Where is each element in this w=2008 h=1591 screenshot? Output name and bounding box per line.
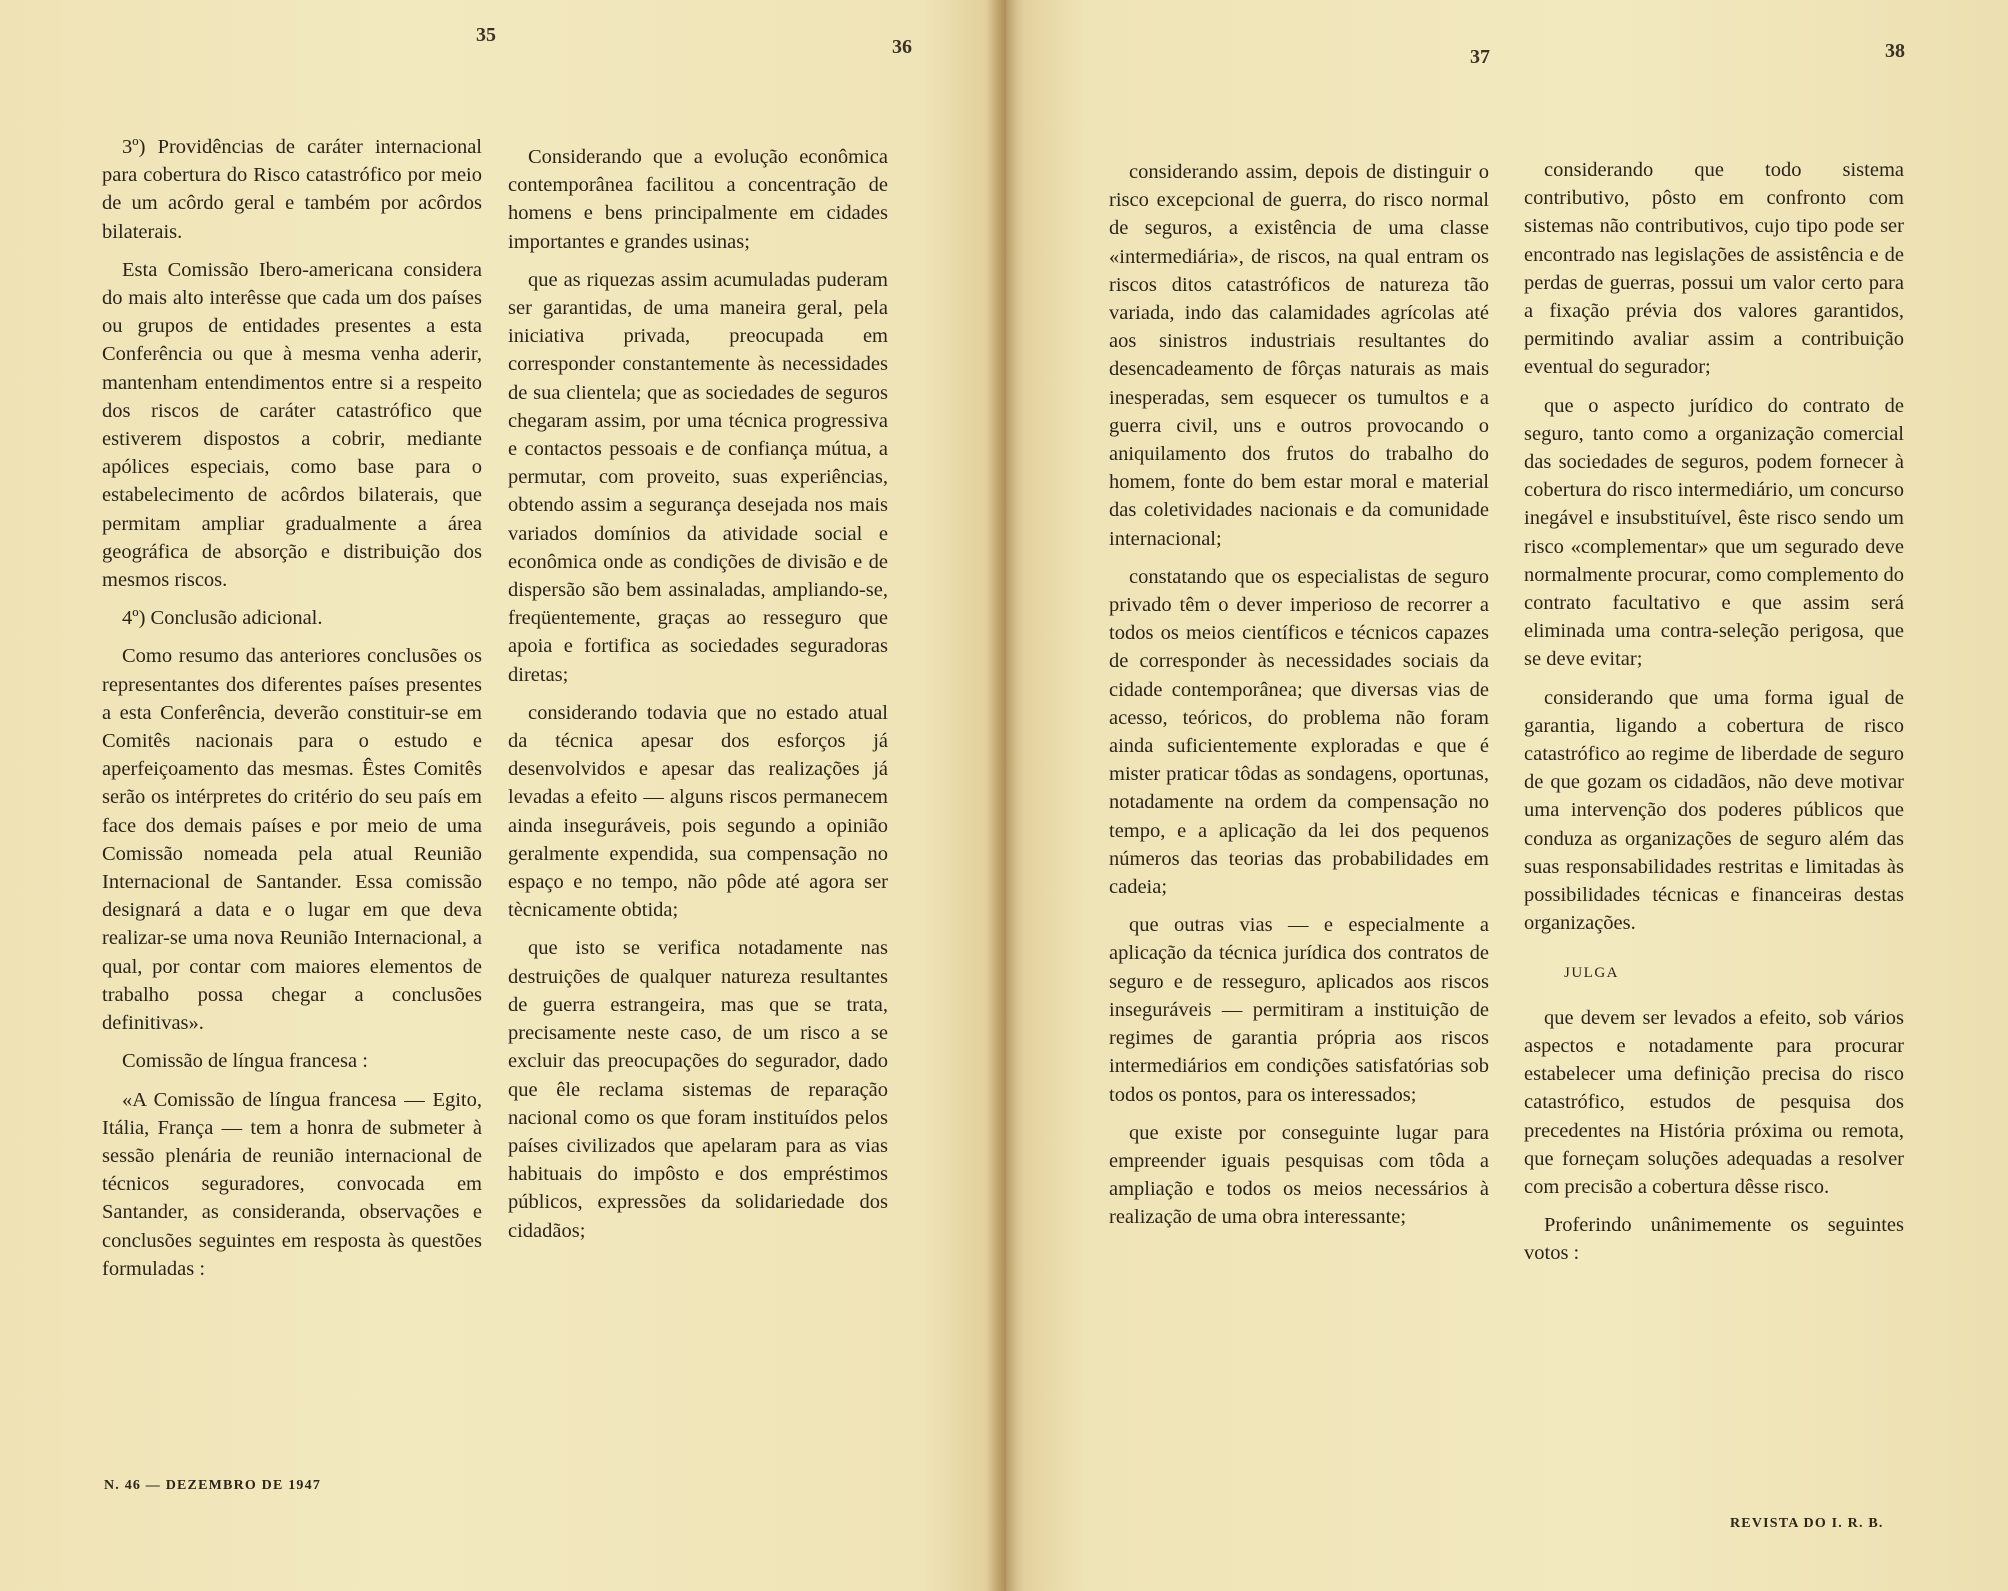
paragraph: 3º) Providências de caráter internacional para cobertura do Risco catastrófico por meio de um acôrdo geral e também por acôrdos bilaterais. [102, 136, 482, 243]
page-gutter [985, 0, 1025, 1591]
page-number-36: 36 [892, 36, 912, 58]
paragraph: considerando que uma forma igual de garantia, ligando a cobertura de risco catastrófico ao regime de liberdade de seguro de que gozam os cidadãos, não deve motivar uma intervenção dos poderes públicos que conduza as organizações de seguro além das suas responsabilidades restritas e limitadas às possibilidades técnicas e financeiras destas organizações. [1524, 686, 1904, 935]
page-number-38: 38 [1885, 40, 1905, 62]
paragraph: que devem ser levados a efeito, sob vários aspectos e notadamente para procurar estabelecer uma definição precisa do risco catastrófico, estudos de pesquisa dos precedentes na História próxima ou remota, que forneçam soluções adequadas a resolver com precisão a cobertura dêsse risco. [1524, 1006, 1904, 1198]
text-column-4 [1524, 156, 1904, 1278]
paragraph: considerando que todo sistema contributivo, pôsto em confronto com sistemas não contributivos, cujo tipo pode ser encontrado nas legislações de assistência e de perdas de guerras, possui um valor certo para a fixação prévia dos valores garantidos, permitindo avaliar assim a contribuição eventual do segurador; [1524, 159, 1904, 379]
page-number-35: 35 [476, 24, 496, 46]
paragraph: considerando todavia que no estado atual da técnica apesar dos esforços já desenvolvidos e apesar das realizações já levadas a efeito — alguns riscos permanecem ainda inseguráveis, pois segundo a opinião geralmente expendida, sua compensação no espaço e no tempo, não pôde até agora ser tècnicamente obtida; [508, 701, 888, 922]
paragraph: Esta Comissão Ibero-americana considera do mais alto interêsse que cada um dos países ou grupos de entidades presentes a esta Conferência ou que à mesma venha aderir, mantenham entendimentos entre si a respeito dos riscos de caráter catastrófico que estiverem dispostos a cobrir, mediante apólices especiais, como base para o estabelecimento de acôrdos bilaterais, que permitam ampliar gradualmente a área geográfica de absorção e distribuição dos mesmos riscos. [102, 258, 482, 592]
paragraph: Considerando que a evolução econômica contemporânea facilitou a concentração de homens e bens principalmente em cidades importantes e grandes usinas; [508, 146, 888, 253]
paragraph: que as riquezas assim acumuladas puderam ser garantidas, de uma maneira geral, pela iniciativa privada, preocupada em corresponder constantemente às necessidades de sua clientela; que as sociedades de seguros chegaram assim, por uma técnica progressiva e contactos pessoais e de confiança mútua, a permutar, com proveito, suas experiências, obtendo assim a segurança desejada nos mais variados domínios da atividade social e econômica onde as condições de divisão e de dispersão são bem assinaladas, ampliando-se, freqüentemente, graças ao resseguro que apoia e fortifica as sociedades seguradoras diretas; [508, 268, 888, 686]
footer-issue-date: N. 46 — DEZEMBRO DE 1947 [104, 1478, 322, 1493]
paragraph: que o aspecto jurídico do contrato de seguro, tanto como a organização comercial das sociedades de seguros, podem fornecer à cobertura do risco intermediário, um concurso inegável e insubstituível, êste risco sendo um risco «complementar» que um segurado deve normalmente procurar, como complemento do contrato facultativo e que assim será eliminada uma contra-seleção perigosa, que se deve evitar; [1524, 394, 1905, 671]
paragraph: Como resumo das anteriores conclusões os representantes dos diferentes países presentes a esta Conferência, deverão constituir-se em Comitês nacionais para o estudo e aperfeiçoamento das mesmas. Êstes Comitês serão os intérpretes do critério do seu país em face dos demais países e por meio de uma Comissão nomeada pela atual Reunião Internacional de Santander. Essa comissão designará a data e o lugar em que deva realizar-se uma nova Reunião Internacional, a qual, por contar com maiores elementos de trabalho possa chegar a conclusões definitivas». [102, 645, 482, 1035]
text-column-1 [102, 133, 482, 1293]
text-column-3 [1109, 158, 1489, 1242]
paragraph: 4º) Conclusão adicional. [122, 607, 323, 630]
paragraph: que existe por conseguinte lugar para empreender iguais pesquisas com tôda a ampliação e todos os meios necessários à realização de uma obra interessante; [1109, 1121, 1489, 1229]
paragraph: considerando assim, depois de distinguir o risco excepcional de guerra, do risco normal de seguros, a existência de uma classe «intermediária», de riscos, na qual entram os riscos ditos catastróficos de natureza tão variada, indo das calamidades agrícolas até aos sinistros industriais resultantes do desencadeamento de fôrças naturais as mais inesperadas, sem esquecer os tumultos e a guerra civil, uns e outros provocando o aniquilamento dos frutos do trabalho do homem, fonte do bem estar moral e material das coletividades nacionais e da comunidade internacional; [1109, 161, 1489, 550]
section-heading-julga: JULGA [1564, 965, 1619, 982]
footer-journal-name: REVISTA DO I. R. B. [1730, 1516, 1884, 1531]
paragraph: constatando que os especialistas de seguro privado têm o dever imperioso de recorrer a todos os meios científicos e técnicos capazes de corresponder às necessidades sociais da cidade contemporânea; que diversas vias de acesso, teóricos, do problema não foram ainda suficientemente exploradas e que é mister praticar tôdas as sondagens, oportunas, notadamente na ordem da compensação no tempo, e a aplicação da lei dos pequenos números das teorias das probabilidades em cadeia; [1109, 565, 1489, 899]
page-number-37: 37 [1470, 46, 1490, 68]
paragraph: que isto se verifica notadamente nas destruições de qualquer natureza resultantes de guerra estrangeira, mas que se trata, precisamente neste caso, de um risco a se excluir das preocupações do segurador, dado que êle reclama sistemas de reparação nacional como os que foram instituídos pelos países civilizados que apelaram para as vias habituais do impôsto e dos empréstimos públicos, expressões da solidariedade dos cidadãos; [508, 937, 888, 1242]
paragraph: Comissão de língua francesa : [122, 1050, 368, 1073]
text-column-2 [508, 143, 888, 1255]
paragraph: Proferindo unânimemente os seguintes votos : [1524, 1214, 1904, 1265]
paragraph: que outras vias — e especialmente a aplicação da técnica jurídica dos contratos de seguro e de resseguro, aplicados aos riscos inseguráveis — permitiram a instituição de regimes de garantia própria aos riscos intermediários em condições satisfatórias sob todos os pontos, para os interessados; [1109, 914, 1489, 1106]
paragraph: «A Comissão de língua francesa — Egito, Itália, França — tem a honra de submeter à sessão plenária de reunião internacional de técnicos seguradores, convocada em Santander, as consideranda, observações e conclusões seguintes em resposta às questões formuladas : [102, 1088, 482, 1280]
